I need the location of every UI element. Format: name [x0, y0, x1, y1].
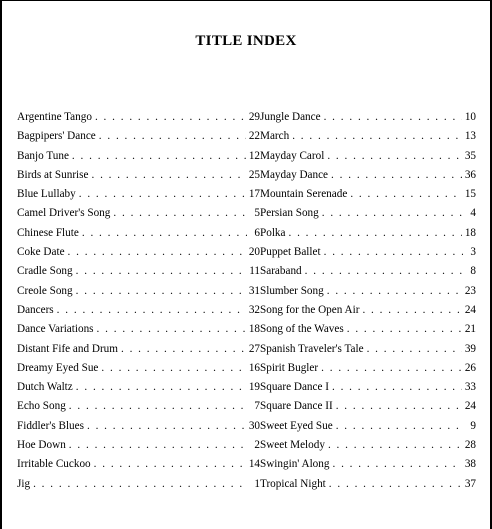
entry-page-number: 14: [248, 458, 260, 471]
entry-title: Song of the Waves: [260, 323, 344, 336]
entry-title: Fiddler's Blues: [17, 419, 84, 432]
dot-leader: [33, 475, 247, 494]
entry-title: Coke Date: [17, 246, 65, 259]
dot-leader: [350, 185, 462, 204]
index-entry: [260, 127, 476, 146]
dot-leader: [331, 166, 462, 185]
dot-leader: [97, 320, 246, 339]
entry-page-number: 19: [248, 381, 260, 394]
entry-page-number: 24: [464, 303, 476, 316]
index-entry: [260, 147, 476, 166]
entry-title: Square Dance II: [260, 400, 333, 413]
index-entry: [260, 166, 476, 185]
entry-title: Saraband: [260, 265, 302, 278]
entry-title: Mayday Dance: [260, 168, 329, 181]
entry-page-number: 9: [470, 419, 476, 432]
index-column-left: [17, 108, 260, 494]
index-entry: [260, 340, 476, 359]
entry-page-number: 20: [248, 246, 260, 259]
index-entry: [17, 185, 260, 204]
index-entry: [260, 417, 476, 436]
dot-leader: [288, 224, 461, 243]
entry-page-number: 37: [464, 477, 476, 490]
entry-page-number: 10: [464, 111, 476, 123]
entry-page-number: 36: [464, 168, 476, 181]
entry-page-number: 3: [470, 246, 476, 259]
index-entry: [260, 243, 476, 262]
dot-leader: [69, 397, 247, 416]
entry-title: Polka: [260, 226, 286, 239]
index-entry: [260, 475, 476, 494]
index-entry: [260, 359, 476, 378]
entry-title: Creole Song: [17, 284, 73, 297]
index-column-right: [260, 108, 476, 494]
entry-page-number: 21: [464, 323, 476, 336]
entry-title: Spanish Traveler's Tale: [260, 342, 364, 355]
entry-page-number: 22: [248, 130, 260, 143]
entry-page-number: 2: [254, 439, 260, 452]
entry-page-number: 24: [464, 400, 476, 413]
entry-page-number: 27: [248, 342, 260, 355]
index-entry: [17, 417, 260, 436]
dot-leader: [324, 108, 462, 127]
dot-leader: [76, 282, 246, 301]
entry-page-number: 8: [470, 265, 476, 278]
dot-leader: [321, 359, 462, 378]
index-entry: [260, 301, 476, 320]
entry-title: Distant Fife and Drum: [17, 342, 118, 355]
entry-page-number: 13: [464, 130, 476, 143]
dot-leader: [347, 320, 462, 339]
index-entry: [17, 436, 260, 455]
dot-leader: [79, 185, 246, 204]
dot-leader: [329, 475, 462, 494]
dot-leader: [305, 262, 463, 281]
dot-leader: [121, 340, 246, 359]
entry-page-number: 33: [464, 381, 476, 394]
entry-page-number: 35: [464, 149, 476, 162]
dot-leader: [327, 147, 462, 166]
dot-leader: [91, 166, 245, 185]
entry-page-number: 32: [248, 303, 260, 316]
entry-page-number: 31: [248, 284, 260, 297]
entry-title: Chinese Flute: [17, 226, 79, 239]
dot-leader: [362, 301, 461, 320]
entry-title: March: [260, 130, 290, 143]
entry-page-number: 26: [464, 361, 476, 374]
entry-page-number: 11: [249, 265, 260, 278]
entry-title: Hoe Down: [17, 439, 66, 452]
entry-title: Cradle Song: [17, 265, 73, 278]
page-title: TITLE INDEX: [195, 33, 297, 49]
index-entry: [260, 282, 476, 301]
entry-page-number: 39: [464, 342, 476, 355]
dot-leader: [101, 359, 245, 378]
dot-leader: [328, 436, 462, 455]
dot-leader: [76, 378, 246, 397]
entry-title: Mayday Carol: [260, 149, 325, 162]
index-entry: [17, 340, 260, 359]
dot-leader: [57, 301, 246, 320]
entry-title: Dancers: [17, 303, 54, 316]
entry-page-number: 29: [248, 111, 260, 123]
entry-title: Tropical Night: [260, 477, 326, 490]
index-entry: [17, 320, 260, 339]
entry-title: Swingin' Along: [260, 458, 330, 471]
entry-page-number: 4: [470, 207, 476, 220]
entry-title: Song for the Open Air: [260, 303, 360, 316]
entry-title: Dutch Waltz: [17, 381, 73, 394]
entry-title: Sweet Eyed Sue: [260, 419, 333, 432]
dot-leader: [327, 282, 462, 301]
dot-leader: [82, 224, 247, 243]
dot-leader: [87, 417, 246, 436]
entry-title: Sweet Melody: [260, 439, 325, 452]
entry-page-number: 6: [254, 226, 260, 239]
index-entry: [17, 378, 260, 397]
index-entry: [17, 243, 260, 262]
dot-leader: [292, 127, 462, 146]
entry-title: Persian Song: [260, 207, 319, 220]
dot-leader: [69, 436, 247, 455]
dot-leader: [324, 243, 463, 262]
entry-title: Echo Song: [17, 400, 66, 413]
dot-leader: [332, 378, 462, 397]
index-entry: [260, 455, 476, 474]
dot-leader: [332, 455, 461, 474]
dot-leader: [113, 204, 247, 223]
dot-leader: [367, 340, 462, 359]
index-entry: [17, 262, 260, 281]
index-entry: [17, 127, 260, 146]
entry-page-number: 15: [464, 188, 476, 201]
index-entry: [17, 224, 260, 243]
dot-leader: [99, 127, 246, 146]
entry-title: Camel Driver's Song: [17, 207, 111, 220]
dot-leader: [94, 455, 246, 474]
entry-page-number: 23: [464, 284, 476, 297]
index-entry: [17, 455, 260, 474]
entry-title: Blue Lullaby: [17, 188, 76, 201]
index-entry: [17, 108, 260, 127]
entry-title: Mountain Serenade: [260, 188, 348, 201]
entry-title: Jungle Dance: [260, 111, 321, 123]
entry-title: Banjo Tune: [17, 149, 69, 162]
entry-page-number: 12: [248, 149, 260, 162]
entry-title: Dreamy Eyed Sue: [17, 361, 99, 374]
dot-leader: [72, 147, 246, 166]
dot-leader: [95, 108, 246, 127]
index-entry: [260, 108, 476, 127]
entry-title: Jig: [17, 477, 31, 490]
index-entry: [260, 224, 476, 243]
entry-title: Puppet Ballet: [260, 246, 321, 259]
entry-page-number: 18: [248, 323, 260, 336]
index-entry: [17, 282, 260, 301]
index-entry: [17, 301, 260, 320]
entry-title: Slumber Song: [260, 284, 324, 297]
dot-leader: [336, 397, 462, 416]
entry-title: Spirit Bugler: [260, 361, 319, 374]
entry-page-number: 38: [464, 458, 476, 471]
dot-leader: [68, 243, 246, 262]
entry-page-number: 28: [464, 439, 476, 452]
index-entry: [17, 475, 260, 494]
entry-page-number: 17: [248, 188, 260, 201]
entry-title: Bagpipers' Dance: [17, 130, 96, 143]
index-entry: [260, 397, 476, 416]
dot-leader: [322, 204, 463, 223]
entry-page-number: 18: [464, 226, 476, 239]
entry-title: Square Dance I: [260, 381, 329, 394]
index-entry: [260, 185, 476, 204]
index-entry: [260, 204, 476, 223]
index-entry: [17, 166, 260, 185]
index-entry: [17, 204, 260, 223]
entry-page-number: 5: [254, 207, 260, 220]
index-entry: [260, 320, 476, 339]
dot-leader: [76, 262, 247, 281]
entry-title: Argentine Tango: [17, 111, 92, 123]
index-entry: [17, 147, 260, 166]
entry-title: Dance Variations: [17, 323, 94, 336]
entry-title: Irritable Cuckoo: [17, 458, 91, 471]
entry-page-number: 25: [248, 168, 260, 181]
entry-page-number: 16: [248, 361, 260, 374]
dot-leader: [336, 417, 463, 436]
entry-page-number: 7: [254, 400, 260, 413]
index-entry: [260, 378, 476, 397]
entry-page-number: 1: [254, 477, 260, 490]
entry-title: Birds at Sunrise: [17, 168, 89, 181]
entry-page-number: 30: [248, 419, 260, 432]
index-entry: [17, 397, 260, 416]
index-entry: [17, 359, 260, 378]
index-entry: [260, 262, 476, 281]
index-entry: [260, 436, 476, 455]
